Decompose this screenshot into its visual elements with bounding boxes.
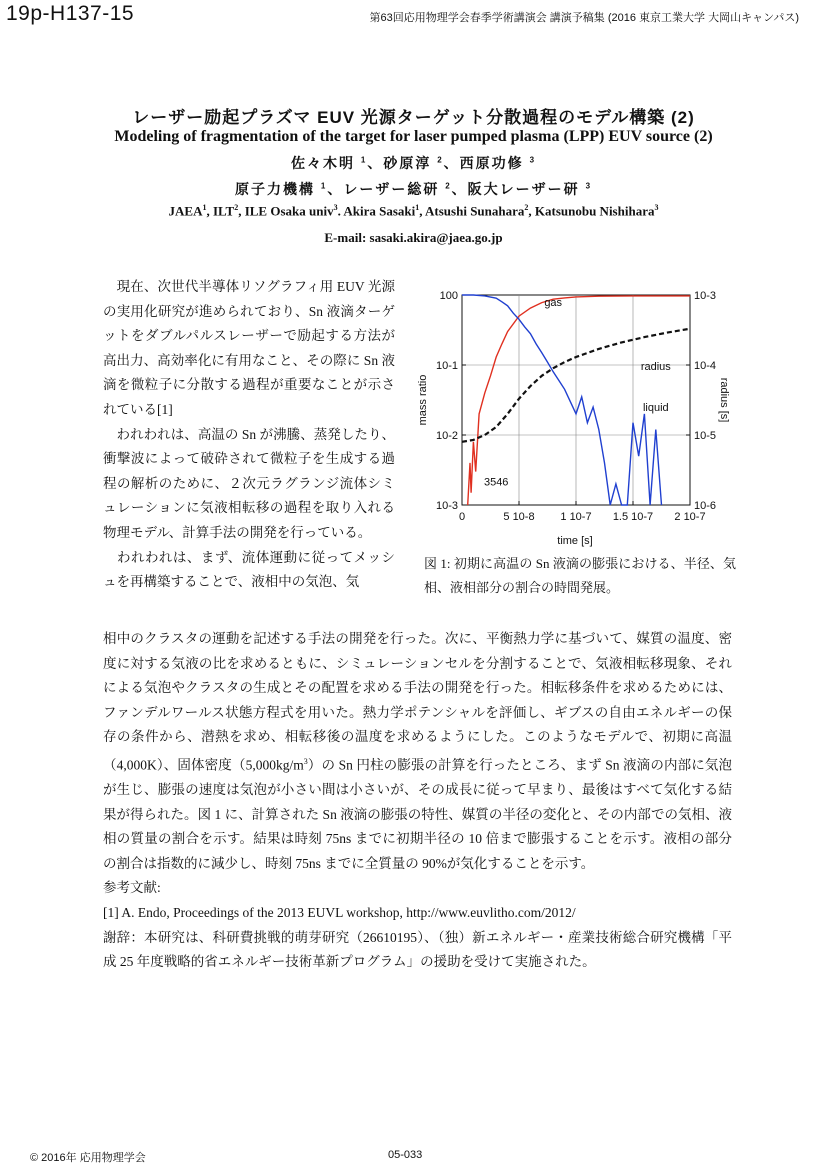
affiliation-name: レーザー総研 — [343, 181, 440, 197]
affil-text: , ILT — [206, 203, 235, 219]
author-sup: 1 — [415, 203, 420, 212]
authors-japanese — [0, 153, 827, 173]
authors-english — [0, 203, 827, 219]
author-sup: 3 — [654, 203, 659, 212]
affil-sup: 2 — [234, 203, 239, 212]
figure-1-chart — [405, 280, 735, 550]
y-axis-label-left: mass ratio — [417, 374, 429, 426]
y-tick-label-right: 10-3 — [694, 290, 717, 302]
paragraph-text: 相中のクラスタの運動を記述する手法の開発を行った。次に、平衡熱力学に基づいて、媒質の温度、密度に対する気液の比を求めるともに、シミュレーションセルを分割することで、気液相転移現象、それによる気泡やクラスタの生成とその配置を求める手法の開発を行った。相転移条件を求めるためには、ファンデルワールス状態方程式を用いた。熱力学ポテンシャルを評価し、ギブスの自由エネルギーの保存の条件から、潜熱を求め、相転移後の温度を求めるようにした。このようなモデルで、初期に高温（4,000K）、固体密度（5,000kg/m — [103, 631, 732, 773]
affiliation-separator: 、 — [451, 181, 468, 197]
x-tick-label: 0 — [458, 511, 466, 523]
author-name: 西原功修 — [459, 155, 524, 171]
affil-text: JAEA — [168, 203, 203, 219]
affiliation-sup: 3 — [585, 181, 593, 191]
y-tick-label-right: 10-6 — [694, 500, 717, 512]
affiliation-name: 原子力機構 — [234, 181, 315, 197]
x-tick-label: 2 10-7 — [674, 511, 706, 523]
y-tick-label-right: 10-5 — [694, 430, 717, 442]
affil-sup: 3 — [333, 203, 338, 212]
paragraph — [103, 275, 395, 423]
y-tick-label-left: 100 — [439, 290, 458, 302]
paragraph-text: ）の Sn 円柱の膨張の計算を行ったところ、まず Sn 液滴の内部に気泡が生じ、膨張の速度は気泡が小さい間は小さいが、その成長に従って早まり、最後はすべて気化する結果が得られた。図 1 に、計算された Sn 液滴の膨張の特性、媒質の半径の変化と、その内部での気相、液相の質量の割合を示す。結果は時刻 75ns までに初期半径の 10 倍まで膨張することを示す。液相の部分の割合は指数的に減少し、時刻 75ns までに全質量の 90%が気化することを示す。 — [103, 757, 732, 871]
author-separator: 、 — [443, 155, 460, 171]
paragraph — [103, 546, 395, 595]
x-axis-label: time [s] — [557, 535, 593, 547]
series-line-gas — [468, 296, 690, 505]
author-text: , Katsunobu Nishihara — [528, 203, 655, 219]
author-affil-sup: 1 — [360, 155, 368, 165]
affil-text: , ILE Osaka univ — [238, 203, 334, 219]
author-separator: 、 — [367, 155, 384, 171]
reference-item: [1] A. Endo, Proceedings of the 2013 EUVL workshop, http://www.euvlitho.com/2012/ — [103, 905, 576, 921]
chart-annotation: liquid — [642, 402, 669, 415]
series-line-liquid — [462, 295, 662, 505]
author-text: , Atsushi Sunahara — [419, 203, 525, 219]
y-tick-label-left: 10-3 — [435, 500, 458, 512]
body-left-column — [103, 275, 395, 595]
chart-annotation: gas — [544, 296, 563, 309]
x-tick-label: 5 10-8 — [503, 511, 535, 523]
y-axis-label-right: radius [s] — [718, 377, 730, 423]
author-name: 佐々木明 — [290, 155, 355, 171]
y-tick-label-left: 10-2 — [435, 430, 458, 442]
abstract-id: 19p-H137-15 — [6, 2, 135, 25]
chart-annotation: radius — [640, 360, 671, 373]
author-name: 砂原淳 — [383, 155, 432, 171]
affil-sup: 1 — [202, 203, 207, 212]
title-japanese: レーザー励起プラズマ EUV 光源ターゲット分散過程のモデル構築 (2) — [132, 108, 695, 127]
x-tick-label: 1 10-7 — [560, 511, 592, 523]
author-affil-sup: 3 — [529, 155, 537, 165]
affiliation-name: 阪大レーザー研 — [467, 181, 580, 197]
author-sup: 2 — [524, 203, 529, 212]
affiliation-sup: 1 — [320, 181, 328, 191]
body-full-width — [103, 627, 732, 975]
affiliation-sup: 2 — [445, 181, 452, 191]
affiliation-separator: 、 — [327, 181, 344, 197]
contact-email: E-mail: sasaki.akira@jaea.go.jp — [324, 230, 503, 245]
copyright: © 2016年 応用物理学会 — [30, 1152, 146, 1164]
x-tick-label: 1.5 10-7 — [612, 511, 654, 523]
unit-superscript: 3 — [303, 756, 308, 766]
conference-header: 第63回応用物理学会春季学術講演会 講演予稿集 (2016 東京工業大学 大岡山キャンパス) — [369, 12, 799, 24]
page-number: 05-033 — [388, 1149, 423, 1161]
y-tick-label-left: 10-1 — [435, 360, 458, 372]
paragraph-text: 現在、次世代半導体リソグラフィ用 EUV 光源の実用化研究が進められており、Sn 液滴ターゲットをダブルパルスレーザーで励起する方法が高出力、高効率化に有用なこと、その際に Sn 液滴を微粒子に分散する過程が重要なことが示されている[1] — [103, 279, 395, 417]
affiliations-japanese — [0, 179, 827, 199]
references-heading: 参考文献: — [103, 880, 161, 896]
acknowledgement: 謝辞：本研究は、科研費挑戦的萌芽研究（26610195）、（独）新エネルギー・産業技術総合研究機構「平成 25 年度戦略的省エネルギー技術革新プログラム」の援助を受けて実施された。 — [103, 929, 732, 970]
author-affil-sup: 2 — [437, 155, 444, 165]
chart-annotation: 3546 — [483, 476, 509, 489]
y-tick-label-right: 10-4 — [694, 360, 717, 372]
author-text: . Akira Sasaki — [337, 203, 416, 219]
grid-lines — [462, 295, 690, 505]
paragraph-text: われわれは、まず、流体運動に従ってメッシュを再構築することで、液相中の気泡、気 — [103, 549, 396, 590]
figure-caption: 図 1: 初期に高温の Sn 液滴の膨張における、半径、気相、液相部分の割合の時間発展。 — [424, 556, 736, 595]
paragraph — [103, 423, 395, 546]
title-english: Modeling of fragmentation of the target for laser pumped plasma (LPP) EUV source (2) — [114, 128, 713, 145]
paragraph-text: われわれは、高温の Sn が沸騰、蒸発したり、衝撃波によって破砕されて微粒子を生成する過程の解析のために、２次元ラグランジ流体シミュレーションに気液相転移の過程を取り入れる物理モデル、計算手法の開発を行っている。 — [103, 426, 395, 540]
paragraph — [103, 627, 732, 876]
